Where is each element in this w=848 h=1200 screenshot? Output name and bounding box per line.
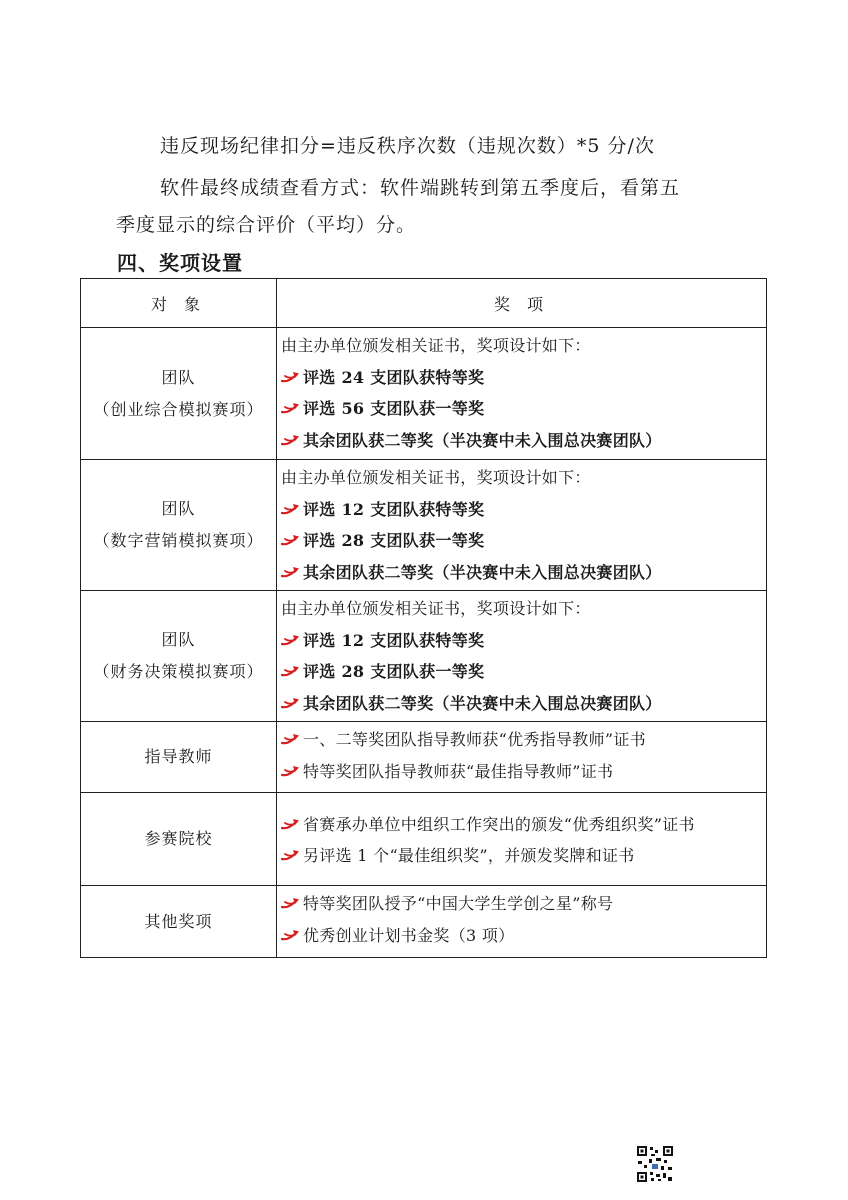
red-arrow-icon	[281, 533, 301, 547]
award-line: 另评选 1 个“最佳组织奖”，并颁发奖牌和证书	[281, 840, 766, 872]
award-line: 优秀创业计划书金奖（3 项）	[281, 920, 766, 952]
target-cell	[81, 328, 277, 460]
paragraph-score-check-2: 季度显示的综合评价（平均）分。	[116, 214, 417, 236]
red-arrow-icon	[281, 928, 301, 942]
red-arrow-icon	[281, 896, 301, 910]
red-arrow-icon	[281, 370, 301, 384]
award-line: 评选 24 支团队获特等奖	[281, 362, 766, 394]
award-line: 评选 56 支团队获一等奖	[281, 393, 766, 425]
header-awards: 奖 项	[277, 279, 767, 328]
target-cell	[81, 793, 277, 886]
red-arrow-icon	[281, 502, 301, 516]
red-arrow-icon	[281, 696, 301, 710]
paragraph-score-check-1: 软件最终成绩查看方式：软件端跳转到第五季度后，看第五	[160, 177, 681, 199]
award-line: 评选 28 支团队获一等奖	[281, 656, 766, 688]
table-row	[81, 722, 767, 793]
red-arrow-icon	[281, 732, 301, 746]
paragraph-penalty-formula: 违反现场纪律扣分=违反秩序次数（违规次数）*5 分/次	[160, 135, 655, 157]
award-line: 省赛承办单位中组织工作突出的颁发“优秀组织奖”证书	[281, 809, 766, 841]
red-arrow-icon	[281, 664, 301, 678]
target-line: （财务决策模拟赛项）	[93, 662, 264, 681]
red-arrow-icon	[281, 848, 301, 862]
red-arrow-icon	[281, 817, 301, 831]
award-line: 评选 28 支团队获一等奖	[281, 525, 766, 557]
award-line: 其余团队获二等奖（半决赛中未入围总决赛团队）	[281, 557, 766, 589]
target-line: 指导教师	[144, 747, 213, 766]
target-line: 团队	[161, 367, 196, 387]
award-line: 一、二等奖团队指导教师获“优秀指导教师”证书	[281, 724, 766, 756]
award-line: 其余团队获二等奖（半决赛中未入围总决赛团队）	[281, 688, 766, 720]
award-line: 特等奖团队授予“中国大学生学创之星”称号	[281, 888, 766, 920]
award-line: 评选 12 支团队获特等奖	[281, 625, 766, 657]
target-line: （数字营销模拟赛项）	[93, 531, 264, 550]
qr-code-icon	[636, 1145, 674, 1183]
red-arrow-icon	[281, 433, 301, 447]
header-target: 对 象	[81, 279, 277, 328]
table-header-row	[81, 279, 767, 328]
award-line: 评选 12 支团队获特等奖	[281, 494, 766, 526]
award-intro: 由主办单位颁发相关证书，奖项设计如下：	[281, 336, 591, 355]
table-row	[81, 460, 767, 591]
award-intro: 由主办单位颁发相关证书，奖项设计如下：	[281, 599, 591, 618]
red-arrow-icon	[281, 401, 301, 415]
table-row	[81, 591, 767, 722]
award-line: 特等奖团队指导教师获“最佳指导教师”证书	[281, 756, 766, 788]
target-cell	[81, 460, 277, 591]
awards-cell	[277, 886, 767, 958]
section-heading-awards: 四、奖项设置	[117, 251, 243, 275]
target-line: 团队	[161, 499, 196, 518]
target-line: （创业综合模拟赛项）	[93, 399, 264, 419]
awards-cell	[277, 722, 767, 793]
awards-cell	[277, 460, 767, 591]
award-line: 其余团队获二等奖（半决赛中未入围总决赛团队）	[281, 425, 766, 457]
target-line: 参赛院校	[144, 829, 213, 848]
target-cell	[81, 591, 277, 722]
awards-table	[80, 278, 767, 958]
red-arrow-icon	[281, 764, 301, 778]
awards-cell	[277, 793, 767, 886]
target-line: 其他奖项	[144, 911, 213, 931]
red-arrow-icon	[281, 565, 301, 579]
awards-cell	[277, 591, 767, 722]
table-row	[81, 886, 767, 958]
award-intro: 由主办单位颁发相关证书，奖项设计如下：	[281, 468, 591, 487]
table-row	[81, 328, 767, 460]
table-row	[81, 793, 767, 886]
target-cell	[81, 722, 277, 793]
red-arrow-icon	[281, 633, 301, 647]
awards-cell	[277, 328, 767, 460]
target-cell	[81, 886, 277, 958]
target-line: 团队	[161, 630, 196, 649]
